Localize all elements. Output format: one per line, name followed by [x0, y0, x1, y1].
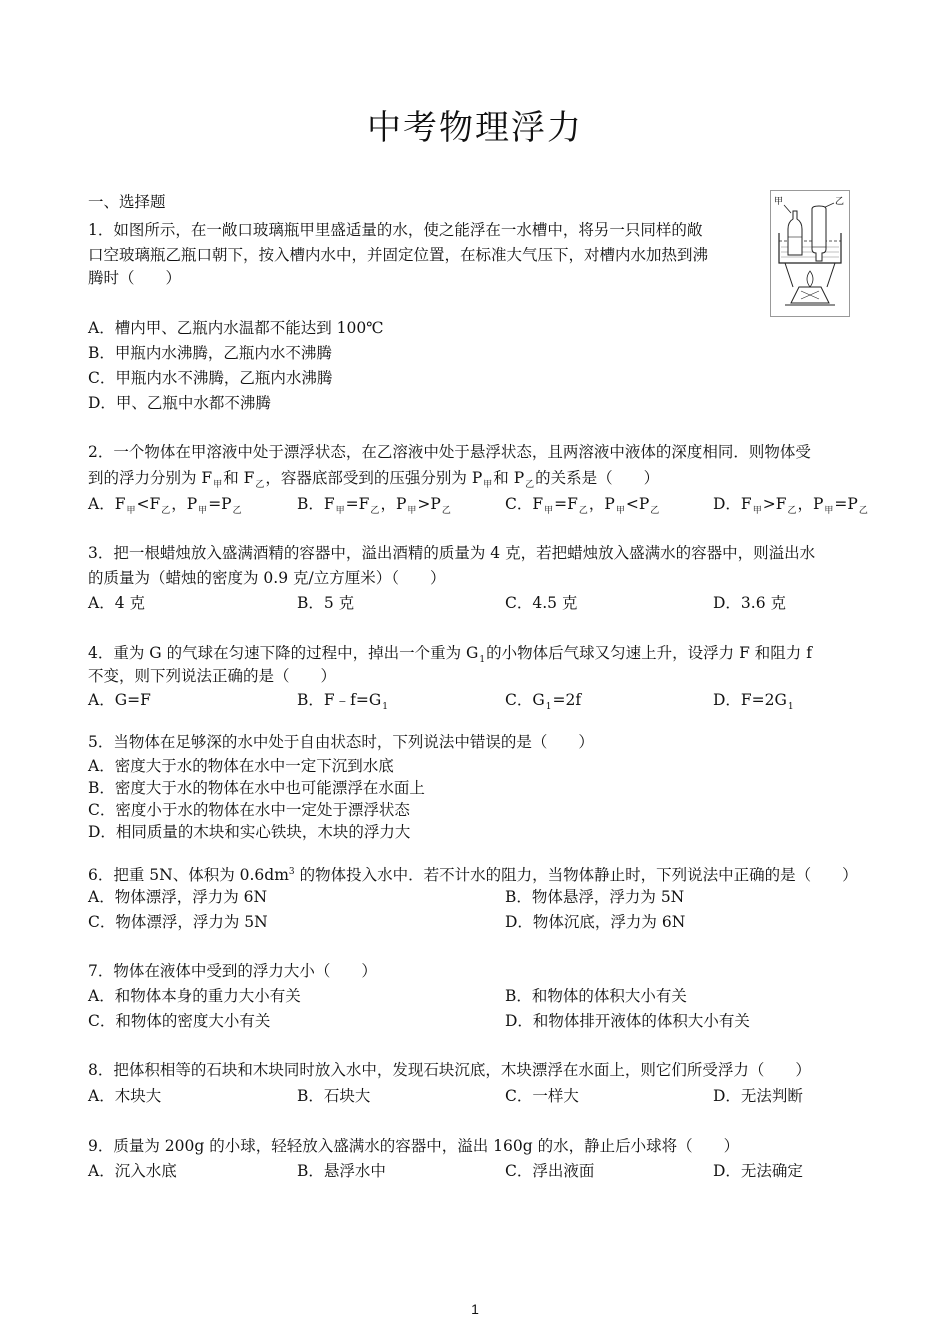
q2-stem-line-2: 到的浮力分别为 $F_甲$和 $F_乙$，容器底部受到的压强分别为 $P_甲$和 $P_乙$的关系是（ ）: [88, 469, 660, 490]
q2-stem-line-1: 2．一个物体在甲溶液中处于漂浮状态，在乙溶液中处于悬浮状态，且两溶液中液体的深度相同．则物体受: [88, 443, 811, 461]
q4-stem-line-2: 不变，则下列说法正确的是（ ）: [88, 667, 337, 685]
q3-stem-line-1: 3．把一根蜡烛放入盛满酒精的容器中，溢出酒精的质量为 4 克，若把蜡烛放入盛满水的容器中，则溢出水: [88, 544, 816, 562]
q3-option-d: D．3.6 克: [713, 594, 787, 612]
q6-option-a: A．物体漂浮，浮力为 6N: [88, 888, 268, 906]
q1-option-b: B．甲瓶内水沸腾，乙瓶内水不沸腾: [88, 344, 332, 362]
q9-option-a: A．沉入水底: [88, 1162, 177, 1180]
q5-option-d: D．相同质量的木块和实心铁块，木块的浮力大: [88, 823, 411, 841]
q9-option-c: C．浮出液面: [505, 1162, 595, 1180]
q3-option-b: B．5 克: [297, 594, 355, 612]
bottles-figure: [770, 190, 850, 317]
q7-stem: 7．物体在液体中受到的浮力大小（ ）: [88, 962, 377, 980]
q8-stem: 8．把体积相等的石块和木块同时放入水中，发现石块沉底，木块漂浮在水面上，则它们所受浮力（ ）: [88, 1061, 811, 1079]
q8-option-b: B．石块大: [297, 1087, 371, 1105]
q5-option-c: C．密度小于水的物体在水中一定处于漂浮状态: [88, 801, 410, 819]
q5-stem: 5．当物体在足够深的水中处于自由状态时，下列说法中错误的是（ ）: [88, 733, 594, 751]
q1-option-a: A．槽内甲、乙瓶内水温都不能达到 100℃: [88, 319, 384, 337]
q3-stem-line-2: 的质量为（蜡烛的密度为 0.9 克/立方厘米）（ ）: [88, 569, 446, 587]
q2-option-a: A．$F_甲<F_乙$，$P_甲=P_乙$: [88, 495, 242, 516]
page-number: 1: [471, 1301, 479, 1317]
q8-option-d: D．无法判断: [713, 1087, 803, 1105]
q4-option-d: D．$F=2G_1$: [713, 691, 794, 712]
figure-label-left: 甲: [774, 197, 784, 207]
q7-option-d: D．和物体排开液体的体积大小有关: [505, 1012, 750, 1030]
page-title: 中考物理浮力: [367, 108, 583, 148]
bottles-diagram-icon: [771, 191, 849, 316]
q1-option-d: D．甲、乙瓶中水都不沸腾: [88, 394, 271, 412]
q6-option-b: B．物体悬浮，浮力为 5N: [505, 888, 685, 906]
q6-option-d: D．物体沉底，浮力为 6N: [505, 913, 686, 931]
q1-option-c: C．甲瓶内水不沸腾，乙瓶内水沸腾: [88, 369, 333, 387]
q1-stem-line-1: 1．如图所示，在一敞口玻璃瓶甲里盛适量的水，使之能浮在一水槽中，将另一只同样的敞: [88, 221, 703, 239]
q4-stem-line-1: 4．重为 G 的气球在匀速下降的过程中，掉出一个重为 $G_1$的小物体后气球又匀速上升，设浮力 F 和阻力 f: [88, 644, 812, 665]
q1-stem-line-2: 口空玻璃瓶乙瓶口朝下，按入槽内水中，并固定位置，在标准大气压下，对槽内水加热到沸: [88, 246, 709, 264]
q9-stem: 9．质量为 200g 的小球，轻轻放入盛满水的容器中，溢出 160g 的水，静止后小球将（ ）: [88, 1137, 740, 1155]
q7-option-a: A．和物体本身的重力大小有关: [88, 987, 301, 1005]
q9-option-b: B．悬浮水中: [297, 1162, 386, 1180]
q2-option-c: C．$F_甲=F_乙$，$P_甲<P_乙$: [505, 495, 660, 516]
q4-option-b: B．$F﹣f=G_1$: [297, 691, 388, 712]
q2-option-b: B．$F_甲=F_乙$，$P_甲>P_乙$: [297, 495, 451, 516]
section-heading: 一、选择题: [88, 193, 166, 211]
q8-option-a: A．木块大: [88, 1087, 162, 1105]
q6-option-c: C．物体漂浮，浮力为 5N: [88, 913, 268, 931]
q7-option-c: C．和物体的密度大小有关: [88, 1012, 271, 1030]
q9-option-d: D．无法确定: [713, 1162, 803, 1180]
q4-option-c: C．$G_1=2f$: [505, 691, 582, 712]
q3-option-a: A．4 克: [88, 594, 145, 612]
q5-option-a: A．密度大于水的物体在水中一定下沉到水底: [88, 757, 394, 775]
q2-option-d: D．$F_甲>F_乙$，$P_甲=P_乙$: [713, 495, 868, 516]
q4-option-a: A．G=F: [88, 691, 151, 709]
q5-option-b: B．密度大于水的物体在水中也可能漂浮在水面上: [88, 779, 425, 797]
q8-option-c: C．一样大: [505, 1087, 579, 1105]
q1-stem-line-3: 腾时（ ）: [88, 269, 182, 287]
q7-option-b: B．和物体的体积大小有关: [505, 987, 687, 1005]
q6-stem: 6．把重 5N、体积为 $0.6dm^3$ 的物体投入水中．若不计水的阻力，当物体静止时，下列说法中正确的是（ ）: [88, 866, 858, 884]
figure-label-right: 乙: [835, 197, 845, 207]
q3-option-c: C．4.5 克: [505, 594, 578, 612]
